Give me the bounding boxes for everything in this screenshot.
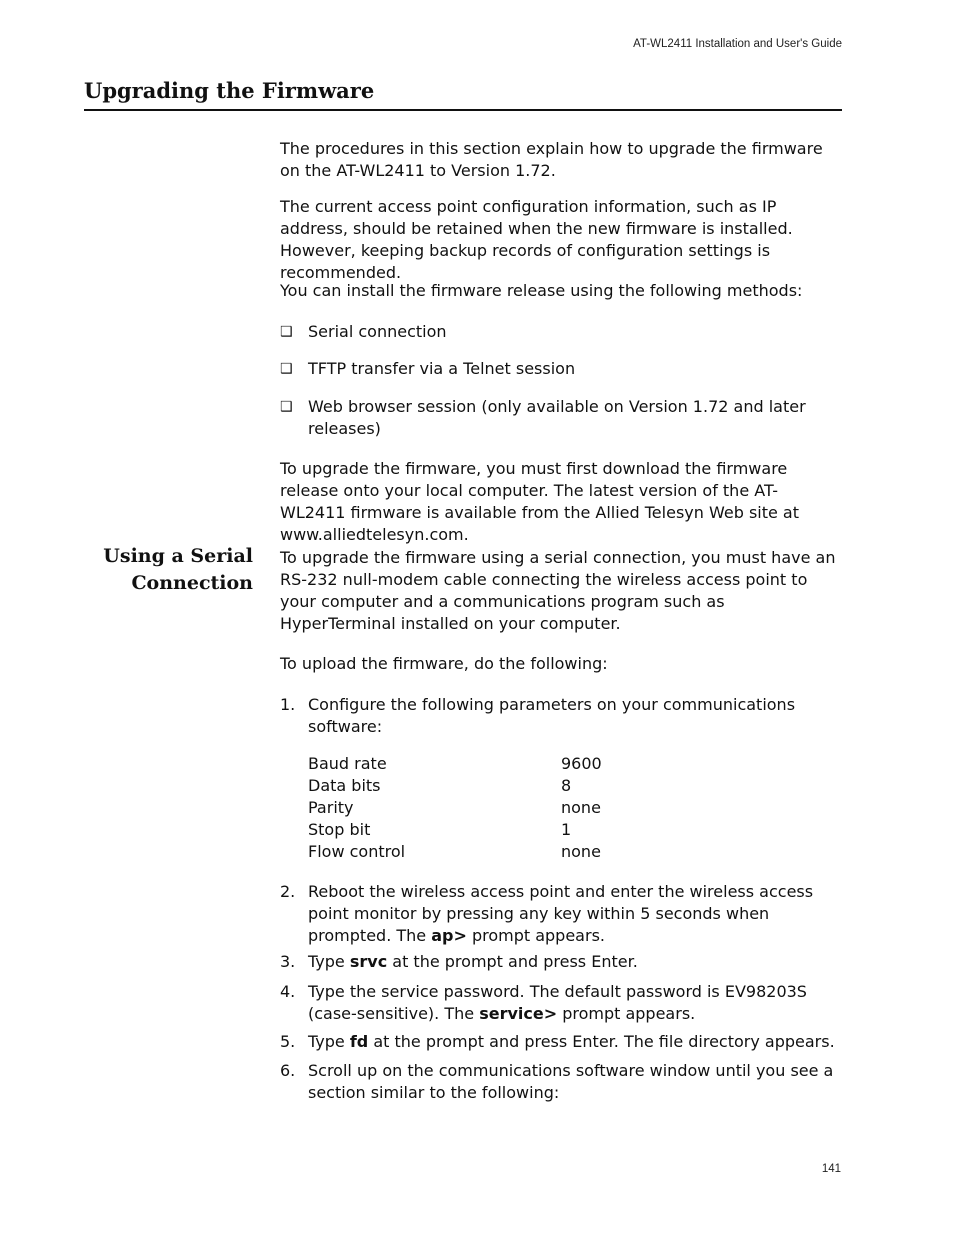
- command-keyword: fd: [349, 1032, 369, 1051]
- methods-list-3: [280, 396, 842, 440]
- intro-text-4: To upgrade the firmware, you must first download the firmware release onto your local computer. The latest version of the AT-WL2411 firmware is available from the Allied Telesyn Web site at www.alliedtelesyn.com.: [280, 459, 799, 544]
- param-value: none: [561, 842, 601, 861]
- param-name: Parity: [308, 798, 354, 817]
- serial-text-1: To upgrade the firmware using a serial connection, you must have an RS-232 null-modem cable connecting the wireless access point to your computer and a communications program such as HyperTerminal installed on your computer.: [280, 548, 836, 633]
- intro-paragraph-3: [280, 280, 842, 302]
- step-number: 5.: [280, 1032, 296, 1051]
- param-value: 9600: [561, 754, 602, 773]
- checkbox-bullet-icon: ❑: [280, 324, 293, 340]
- step-text-part: Type: [308, 952, 350, 971]
- step-text-part: at the prompt and press Enter.: [387, 952, 638, 971]
- param-value: 1: [561, 820, 572, 839]
- step-text: Scroll up on the communications software window until you see a section similar to the following:: [308, 1061, 834, 1102]
- subsection-heading: [84, 543, 253, 597]
- section-title: Upgrading the Firmware: [84, 78, 375, 103]
- command-prompt: service>: [479, 1004, 558, 1023]
- method-label: Web browser session (only available on Version 1.72 and later releases): [308, 397, 806, 438]
- list-item: [280, 321, 842, 343]
- checkbox-bullet-icon: ❑: [280, 399, 293, 415]
- subsection-heading-line-1: Using a Serial: [103, 545, 253, 567]
- subsection-heading-line-2: Connection: [131, 572, 253, 594]
- command-prompt: ap>: [431, 926, 467, 945]
- parameter-table: [280, 753, 842, 863]
- step-6: [280, 1060, 842, 1104]
- step-number: 4.: [280, 982, 296, 1001]
- param-name: Stop bit: [308, 820, 371, 839]
- param-name: Data bits: [308, 776, 381, 795]
- list-item: [280, 396, 842, 440]
- step-text: [308, 951, 842, 973]
- checkbox-bullet-icon: ❑: [280, 361, 293, 377]
- title-rule: [84, 109, 842, 111]
- step-5: [280, 1031, 842, 1053]
- table-row: [280, 753, 842, 775]
- step-text-part: at the prompt and press Enter. The file directory appears.: [368, 1032, 835, 1051]
- param-value: none: [561, 798, 601, 817]
- serial-paragraph-2: [280, 653, 842, 675]
- step-text: [308, 1031, 842, 1053]
- intro-paragraph-2: [280, 196, 842, 284]
- table-row: [280, 775, 842, 797]
- step-text-part: Type the service password. The default password is EV98203S (case-sensitive). The: [308, 982, 807, 1023]
- method-label: TFTP transfer via a Telnet session: [308, 359, 576, 378]
- param-value: 8: [561, 776, 572, 795]
- running-header: AT-WL2411 Installation and User's Guide: [633, 38, 842, 50]
- param-name: Baud rate: [308, 754, 387, 773]
- step-text: Configure the following parameters on your communications software:: [308, 695, 796, 736]
- intro-text-2: The current access point configuration information, such as IP address, should be retained when the new firmware is installed. However, keeping backup records of configuration settings is recommended.: [280, 197, 793, 282]
- step-number: 2.: [280, 882, 296, 901]
- step-2: [280, 881, 842, 947]
- list-item: [280, 358, 842, 380]
- step-number: 1.: [280, 695, 296, 714]
- table-row: [280, 797, 842, 819]
- step-text-part: Reboot the wireless access point and enter the wireless access point monitor by pressing any key within 5 seconds when prompted. The: [308, 882, 814, 945]
- param-name: Flow control: [308, 842, 406, 861]
- intro-text-1: The procedures in this section explain how to upgrade the firmware on the AT-WL2411 to Version 1.72.: [280, 139, 823, 180]
- step-number: 6.: [280, 1061, 296, 1080]
- intro-paragraph-1: [280, 138, 842, 182]
- step-text-part: Type: [308, 1032, 350, 1051]
- serial-text-2: To upload the firmware, do the following:: [280, 654, 608, 673]
- step-text: [308, 981, 842, 1025]
- step-3: [280, 951, 842, 973]
- methods-list-2: [280, 358, 842, 380]
- command-keyword: srvc: [349, 952, 388, 971]
- step-text-part: prompt appears.: [557, 1004, 696, 1023]
- step-text: [308, 881, 842, 947]
- intro-text-3: You can install the firmware release using the following methods:: [280, 281, 803, 300]
- step-text-part: prompt appears.: [466, 926, 605, 945]
- serial-paragraph-1: [280, 547, 842, 635]
- step-1: [280, 694, 842, 738]
- step-number: 3.: [280, 952, 296, 971]
- intro-paragraph-4: [280, 458, 842, 546]
- step-4: [280, 981, 842, 1025]
- method-label: Serial connection: [308, 322, 447, 341]
- methods-list: [280, 321, 842, 343]
- table-row: [280, 819, 842, 841]
- page-number: 141: [821, 1163, 841, 1175]
- table-row: [280, 841, 842, 863]
